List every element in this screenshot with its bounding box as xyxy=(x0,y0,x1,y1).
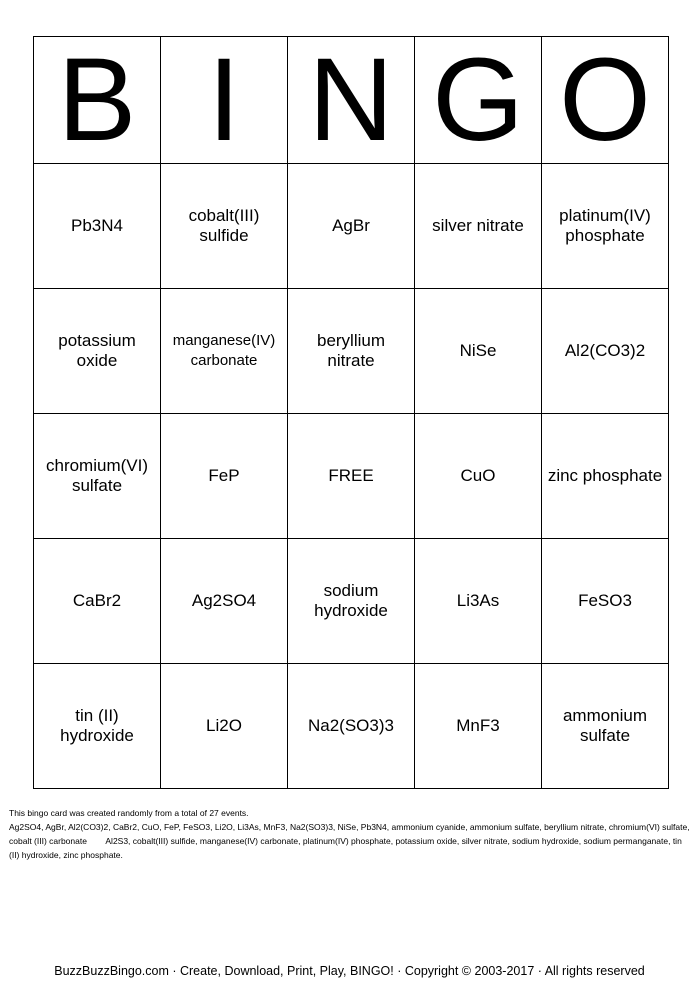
notes-intro: This bingo card was created randomly from a total of 27 events. xyxy=(9,808,249,818)
bingo-cell: CaBr2 xyxy=(34,539,161,664)
bingo-row xyxy=(34,289,669,414)
bingo-cell: FeSO3 xyxy=(542,539,669,664)
bingo-cell: tin (II) hydroxide xyxy=(34,664,161,789)
bingo-cell: platinum(IV) phosphate xyxy=(542,164,669,289)
bingo-header-letter: I xyxy=(161,37,288,164)
bingo-header-letter: N xyxy=(288,37,415,164)
bingo-header-letter: G xyxy=(415,37,542,164)
bingo-header-letter: B xyxy=(34,37,161,164)
bingo-cell: MnF3 xyxy=(415,664,542,789)
bingo-cell: cobalt(III) sulfide xyxy=(161,164,288,289)
bingo-header-letter: O xyxy=(542,37,669,164)
bingo-cell: zinc phosphate xyxy=(542,414,669,539)
card-notes xyxy=(9,806,693,862)
bingo-row xyxy=(34,539,669,664)
bingo-card xyxy=(33,36,669,789)
bingo-cell: Al2(CO3)2 xyxy=(542,289,669,414)
bingo-row xyxy=(34,664,669,789)
bingo-free-cell: FREE xyxy=(288,414,415,539)
site-footer: BuzzBuzzBingo.com · Create, Download, Print, Play, BINGO! · Copyright © 2003-2017 · All rights reserved xyxy=(54,964,645,978)
notes-event-list: Ag2SO4, AgBr, Al2(CO3)2, CaBr2, CuO, FeP, FeSO3, Li2O, Li3As, MnF3, Na2(SO3)3, NiSe, Pb3N4, ammonium cyanide, ammonium sulfate, beryllium nitrate, chromium(VI) sulfate, cobalt (III) carbonate Al2S3, cobalt(III) sulfide, manganese(IV) carbonate, platinum(IV) phosphate, potassium oxide, silver nitrate, sodium hydroxide, sodium permanganate, tin (II) hydroxide, zinc phosphate. xyxy=(9,822,692,860)
bingo-cell: beryllium nitrate xyxy=(288,289,415,414)
bingo-cell: ammonium sulfate xyxy=(542,664,669,789)
bingo-row xyxy=(34,414,669,539)
bingo-header-row xyxy=(34,37,669,164)
bingo-cell: chromium(VI) sulfate xyxy=(34,414,161,539)
bingo-cell: AgBr xyxy=(288,164,415,289)
bingo-cell: silver nitrate xyxy=(415,164,542,289)
bingo-cell: Pb3N4 xyxy=(34,164,161,289)
bingo-cell: CuO xyxy=(415,414,542,539)
bingo-row xyxy=(34,164,669,289)
bingo-cell: Li2O xyxy=(161,664,288,789)
bingo-cell: NiSe xyxy=(415,289,542,414)
bingo-cell: Ag2SO4 xyxy=(161,539,288,664)
bingo-cell: sodium hydroxide xyxy=(288,539,415,664)
bingo-cell: Li3As xyxy=(415,539,542,664)
bingo-cell: manganese(IV) carbonate xyxy=(161,289,288,414)
bingo-cell: Na2(SO3)3 xyxy=(288,664,415,789)
bingo-cell: FeP xyxy=(161,414,288,539)
bingo-cell: potassium oxide xyxy=(34,289,161,414)
